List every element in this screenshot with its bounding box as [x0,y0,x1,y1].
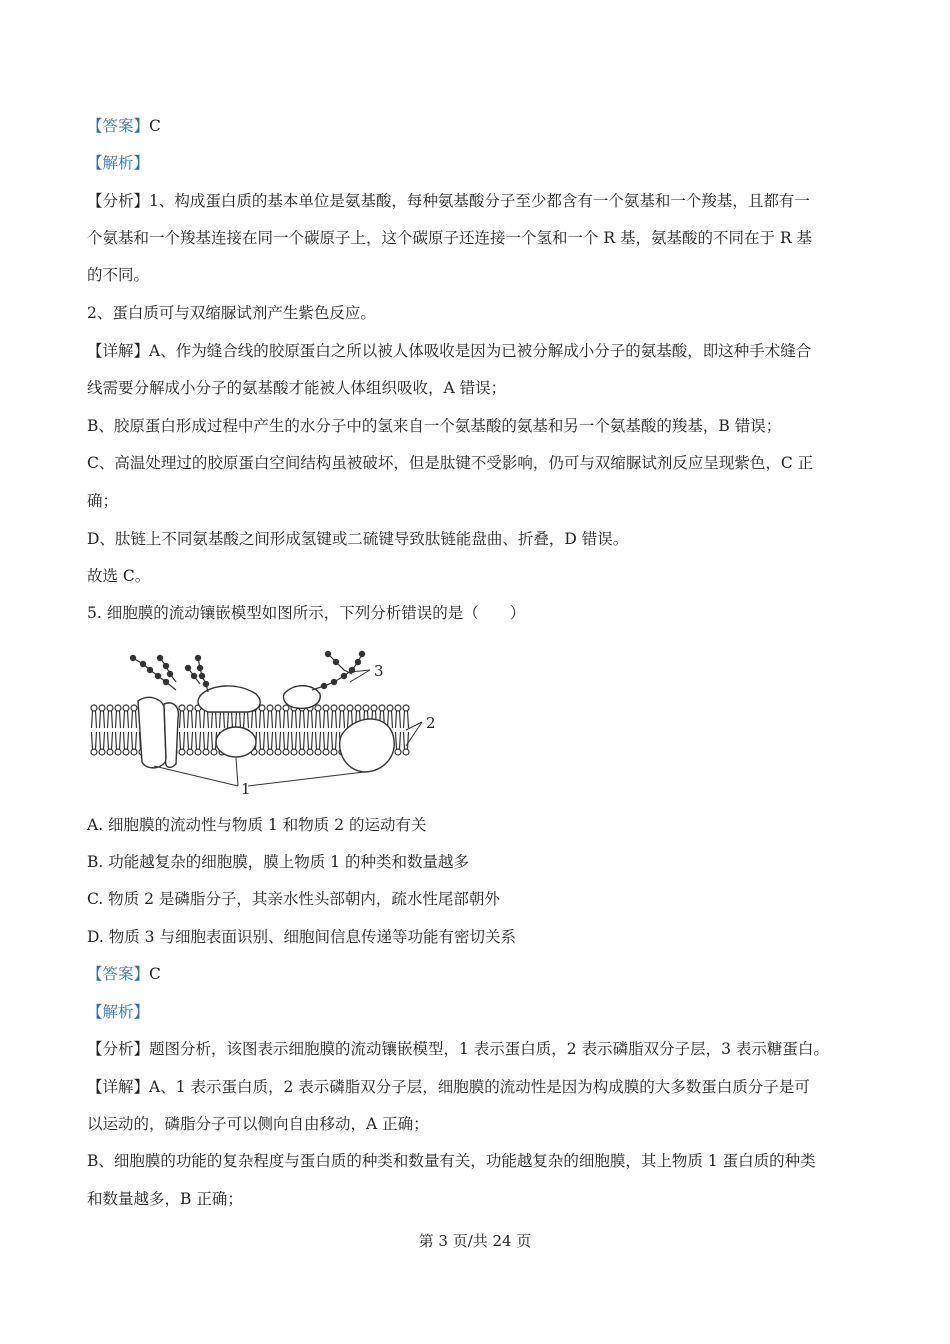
fenxi-text: 题图分析，该图表示细胞膜的流动镶嵌模型，1 表示蛋白质，2 表示磷脂双分子层，3 表示糖蛋白。 [149,1040,829,1058]
detail-tag: 【详解】 [87,1078,150,1096]
lipid-head [387,705,393,711]
lipid-tail [284,711,289,728]
lipid-head [291,749,297,755]
lipid-tail [308,711,313,728]
lipid-tail [204,711,209,728]
lipid-head [131,705,137,711]
lipid-head [187,749,193,755]
q4-detail-line-5: 确； [87,492,119,510]
lipid-tail [396,711,401,728]
q5-detail-line-4: 和数量越多，B 正确； [87,1190,243,1208]
page-footer: 第 3 页/共 24 页 [418,1232,532,1250]
sugar-beads [130,651,364,688]
lipid-head [187,705,193,711]
lipid-head [123,705,129,711]
lipid-tail [276,732,281,749]
lipid-head [395,749,401,755]
lipid-head [363,705,369,711]
lipid-tail [260,732,265,749]
q4-detail-line-7: 故选 C。 [87,567,151,585]
lipid-tail [180,732,185,749]
lipid-tail [292,711,297,728]
lipid-tail [92,711,97,728]
answer-value: C [149,117,161,135]
lipid-head [267,705,273,711]
answer-value: C [149,965,161,983]
lipid-tail [268,711,273,728]
lipid-head [107,705,113,711]
lipid-tail [100,732,105,749]
lipid-tail [132,711,137,728]
lipid-head [323,749,329,755]
q5-option-c: C. 物质 2 是磷脂分子，其亲水性头部朝内，疏水性尾部朝外 [87,890,500,908]
lipid-head [355,705,361,711]
lipid-tail [180,711,185,728]
lipid-tail [196,711,201,728]
lipid-head [331,749,337,755]
analysis-tag: 【解析】 [87,154,150,172]
lipid-tail [300,711,305,728]
label-1: 1 [241,780,251,798]
q5-answer-line [87,964,877,984]
lipid-tail [228,711,233,728]
q5-fenxi-line [87,1039,877,1059]
fenxi-tag: 【分析】 [87,192,150,210]
lipid-head [99,749,105,755]
lipid-tail [316,711,321,728]
lipid-tail [132,732,137,749]
fenxi-text: 1、构成蛋白质的基本单位是氨基酸，每种氨基酸分子至少都含有一个氨基和一个羧基，且都有一 [149,192,810,210]
lipid-head [283,705,289,711]
lipid-head [275,749,281,755]
lipid-tail [220,711,225,728]
lipid-tail [116,732,121,749]
cell-membrane-diagram [88,646,448,798]
lipid-tail [308,732,313,749]
lipid-head [91,749,97,755]
lipid-head [339,705,345,711]
lipid-head [203,749,209,755]
lipid-head [179,749,185,755]
lipid-head [267,749,273,755]
lipid-tail [268,732,273,749]
lipid-tail [116,711,121,728]
lipid-tail [404,711,409,728]
q5-option-d: D. 物质 3 与细胞表面识别、细胞间信息传递等功能有密切关系 [87,928,516,946]
lipid-tail [396,732,401,749]
q5-detail-line-1 [87,1077,877,1097]
lipid-head [379,705,385,711]
q4-detail-line-1 [87,341,877,361]
lipid-head [107,749,113,755]
lipid-tail [204,732,209,749]
lipid-tail [124,711,129,728]
q4-analysis-line [87,153,877,173]
protein-center-embedded [216,727,256,757]
fenxi-tag: 【分析】 [87,1040,150,1058]
lipid-tail [92,732,97,749]
lipid-tail [332,711,337,728]
q5-option-b: B. 功能越复杂的细胞膜，膜上物质 1 的种类和数量越多 [87,853,469,871]
lipid-head [323,705,329,711]
q4-answer-line [87,116,877,136]
lipid-head [395,705,401,711]
q5-stem: 5. 细胞膜的流动镶嵌模型如图所示，下列分析错误的是（ ） [87,604,526,622]
q4-fenxi-line-1 [87,191,877,211]
q4-detail-line-4: C、高温处理过的胶原蛋白空间结构虽被破坏，但是肽键不受影响，仍可与双缩脲试剂反应呈现紫色，C 正 [87,454,814,472]
lipid-head [403,705,409,711]
lipid-head [331,705,337,711]
lipid-head [115,705,121,711]
lipid-head [115,749,121,755]
lipid-tail [284,732,289,749]
q5-analysis-line [87,1002,877,1022]
lipid-head [347,705,353,711]
lipid-tail [404,732,409,749]
detail-text: A、作为缝合线的胶原蛋白之所以被人体吸收是因为已被分解成小分子的氨基酸，即这种手术缝合 [149,342,812,360]
q4-fenxi-line-2: 个氨基和一个羧基连接在同一个碳原子上，这个碳原子还连接一个氢和一个 R 基，氨基酸的不同在于 R 基 [87,229,813,247]
lipid-head [131,749,137,755]
lipid-head [123,749,129,755]
lipid-tail [316,732,321,749]
label-3: 3 [374,662,384,680]
sugar-chains [130,651,364,692]
lipid-tail [292,732,297,749]
lipid-tail [188,732,193,749]
lipid-tail [324,711,329,728]
lipid-tail [188,711,193,728]
q4-fenxi-line-4: 2、蛋白质可与双缩脲试剂产生紫色反应。 [87,304,376,322]
q5-option-a: A. 细胞膜的流动性与物质 1 和物质 2 的运动有关 [87,816,427,834]
lipid-tail [196,732,201,749]
q4-detail-line-2: 线需要分解成小分子的氨基酸才能被人体组织吸收，A 错误； [87,379,507,397]
q4-fenxi-line-3: 的不同。 [87,266,150,284]
detail-tag: 【详解】 [87,342,150,360]
lipid-head [259,749,265,755]
lipid-tail [324,732,329,749]
protein-left-channel [138,697,166,767]
analysis-tag: 【解析】 [87,1003,150,1021]
lipid-tail [108,732,113,749]
lipid-tail [252,711,257,728]
protein-left-inner [164,703,178,767]
lipid-head [91,705,97,711]
lipid-tail [108,711,113,728]
lipid-tail [100,711,105,728]
lipid-head [195,749,201,755]
q5-detail-line-3: B、细胞膜的功能的复杂程度与蛋白质的种类和数量有关，功能越复杂的细胞膜，其上物质 1 蛋白质的种类 [87,1152,816,1170]
lipid-head [283,749,289,755]
lipid-head [307,749,313,755]
lipid-tail [300,732,305,749]
lipid-head [99,705,105,711]
lipid-head [299,749,305,755]
lipid-tail [124,732,129,749]
lipid-tail [340,711,345,728]
protein-right-large [340,719,394,772]
lipid-head [403,749,409,755]
lipid-tail [212,711,217,728]
lipid-head [315,705,321,711]
lipid-tail [244,711,249,728]
lipid-head [211,749,217,755]
lipid-tail [260,711,265,728]
q4-detail-line-3: B、胶原蛋白形成过程中产生的水分子中的氢来自一个氨基酸的氨基和另一个氨基酸的羧基，B 错误； [87,417,782,435]
lipid-head [179,705,185,711]
lipid-head [275,705,281,711]
answer-tag: 【答案】 [87,965,150,983]
label-2: 2 [426,714,436,732]
q5-detail-line-2: 以运动的，磷脂分子可以侧向自由移动，A 正确； [87,1115,429,1133]
lipid-head [315,749,321,755]
q4-detail-line-6: D、肽链上不同氨基酸之间形成氢键或二硫键导致肽链能盘曲、折叠，D 错误。 [87,530,629,548]
lipid-tail [332,732,337,749]
lipid-tail [236,711,241,728]
detail-text: A、1 表示蛋白质，2 表示磷脂双分子层，细胞膜的流动性是因为构成膜的大多数蛋白质分子是可 [149,1078,810,1096]
lipid-head [371,705,377,711]
answer-tag: 【答案】 [87,117,150,135]
lipid-tail [276,711,281,728]
